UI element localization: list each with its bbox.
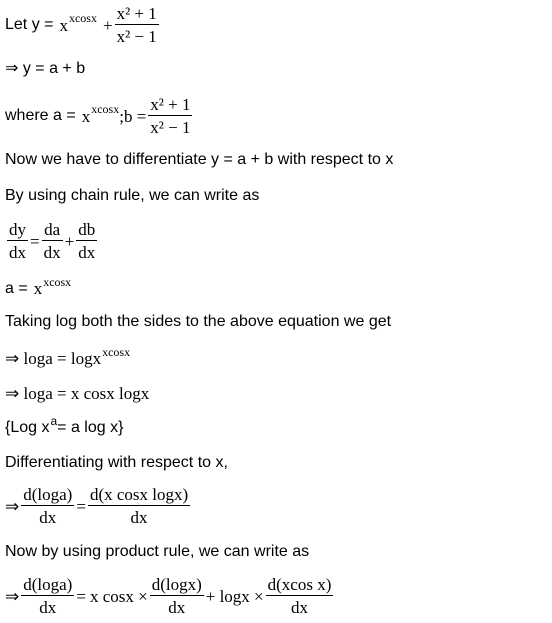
fraction-numerator: db [78, 220, 96, 239]
power-base: x [33, 279, 43, 298]
fraction-denominator: dx [43, 243, 61, 262]
fraction-denominator: dx [39, 508, 57, 527]
equals-sign: = [76, 586, 86, 606]
equation-line-15 [5, 576, 335, 616]
fraction-dy-dx [7, 221, 28, 261]
fraction-numerator: d(loga) [23, 485, 73, 504]
fraction-denominator: x² − 1 [116, 27, 157, 46]
equation-line-12: Differentiating with respect to x, [5, 454, 228, 471]
equation-line-13 [5, 486, 192, 526]
fraction-denominator: dx [9, 243, 26, 262]
fraction-dloga-dx [21, 576, 74, 616]
fraction-denominator: dx [291, 598, 308, 617]
equals-sign: = [76, 496, 86, 516]
plus-sign: + [64, 231, 75, 251]
equation-line-6 [5, 221, 99, 261]
power-exponent: xcosx [43, 274, 72, 289]
equation-line-5: By using chain rule, we can write as [5, 187, 260, 204]
fraction [115, 5, 159, 45]
fraction-da-dx [42, 221, 63, 261]
equation-line-2: ⇒ y = a + b [5, 60, 86, 77]
implies-arrow: ⇒ [5, 586, 20, 606]
fraction-db-dx [76, 221, 97, 261]
fraction-denominator: dx [39, 598, 57, 617]
implies-arrow: ⇒ [5, 496, 20, 516]
log-rule-text: {Log x [5, 419, 50, 436]
power-exponent: xcosx [102, 344, 131, 359]
power-exponent: a [50, 414, 58, 428]
fraction-numerator: d(loga) [23, 575, 73, 594]
fraction-numerator: da [42, 221, 63, 241]
fraction-numerator: x² + 1 [116, 4, 157, 23]
where-a-text: where a = [5, 107, 76, 124]
fraction-numerator: x² + 1 [150, 95, 191, 114]
fraction-numerator: dy [9, 220, 26, 239]
fraction-denominator: dx [130, 508, 148, 527]
equation-line-7 [5, 274, 72, 298]
fraction-dxcosxlogx-dx [88, 486, 190, 526]
fraction-denominator: dx [168, 598, 186, 617]
power-exponent: xcosx [68, 11, 97, 25]
fraction-dlogx-dx [150, 576, 204, 616]
fraction-numerator: d(x cosx logx) [89, 485, 189, 504]
let-y-text: Let y = [5, 16, 54, 33]
product-term-2: + logx × [205, 586, 264, 606]
equation-line-1 [5, 5, 161, 45]
equation-line-14: Now by using product rule, we can write as [5, 543, 310, 560]
product-term-1: x cosx × [89, 586, 148, 606]
equation-line-11 [5, 414, 124, 436]
fraction [148, 96, 192, 136]
b-definition: ;b = [119, 106, 147, 126]
fraction-numerator: d(xcos x) [267, 575, 332, 594]
equals-sign: = [30, 231, 40, 251]
plus-sign: + [102, 15, 113, 35]
log-equation: ⇒ loga = logx [5, 349, 102, 368]
equation-line-8: Taking log both the sides to the above equation we get [5, 313, 392, 330]
equation-line-3 [5, 96, 194, 136]
fraction-dxcosx-dx [266, 576, 334, 616]
power-exponent: xcosx [91, 102, 120, 116]
fraction-numerator: d(logx) [151, 575, 202, 594]
fraction-dloga-dx [21, 486, 74, 526]
log-rule-tail: = a log x} [57, 419, 124, 436]
equation-line-4: Now we have to differentiate y = a + b with respect to x [5, 151, 394, 168]
power-base: x [59, 15, 68, 35]
a-equals-text: a = [5, 279, 28, 297]
power-base: x [81, 106, 91, 126]
equation-line-10: ⇒ loga = x cosx logx [5, 384, 150, 403]
equation-line-9 [5, 344, 131, 368]
fraction-denominator: dx [78, 243, 96, 262]
fraction-denominator: x² − 1 [150, 118, 191, 137]
